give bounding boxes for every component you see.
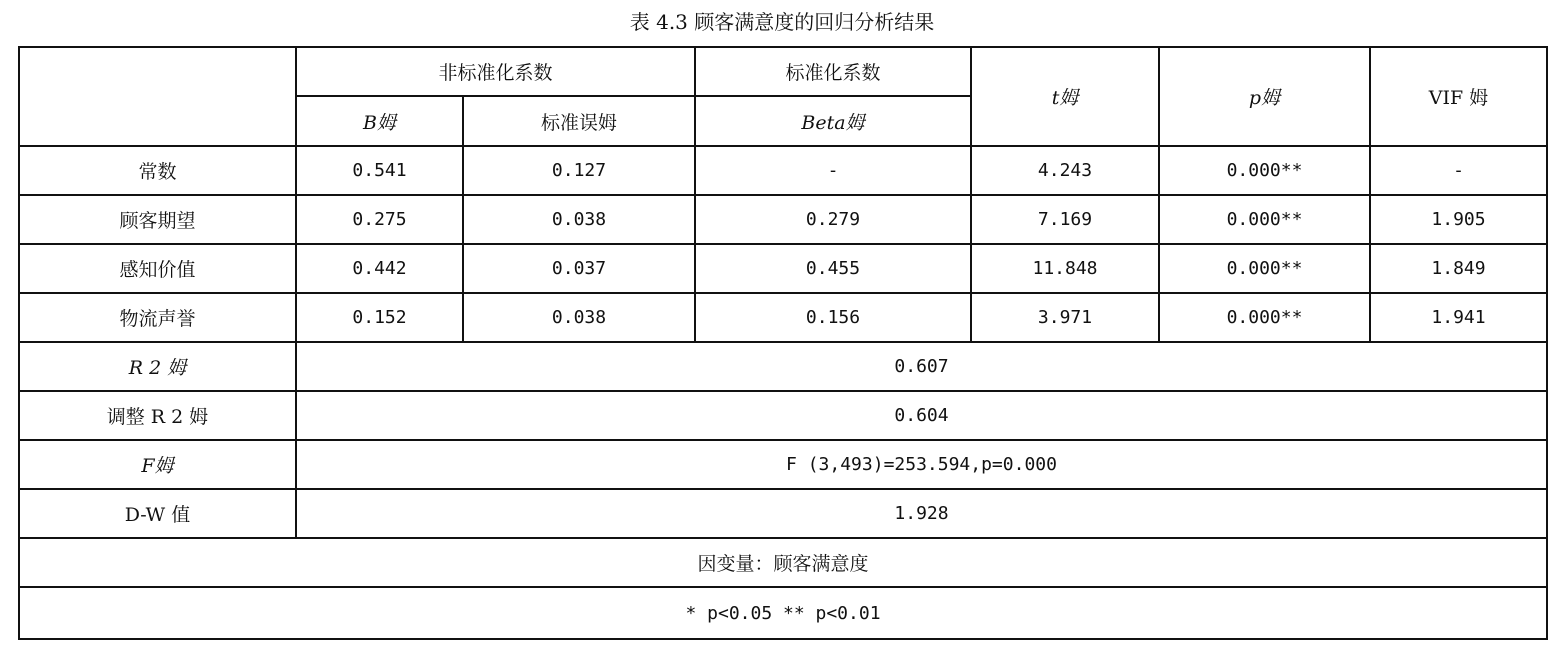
header-t: t姆 — [971, 47, 1159, 146]
row-name: 感知价值 — [19, 244, 296, 293]
summary-label: F姆 — [19, 440, 296, 489]
summary-row-r2 — [19, 342, 1547, 391]
footer-significance-row — [19, 587, 1547, 639]
footer-dependent-row — [19, 538, 1547, 587]
row-name: 顾客期望 — [19, 195, 296, 244]
cell-se: 0.038 — [463, 195, 695, 244]
regression-table — [18, 46, 1548, 640]
summary-value: 0.607 — [296, 342, 1547, 391]
summary-row-dw — [19, 489, 1547, 538]
header-row-1 — [19, 47, 1547, 96]
row-name: 常数 — [19, 146, 296, 195]
row-name: 物流声誉 — [19, 293, 296, 342]
cell-t: 3.971 — [971, 293, 1159, 342]
cell-p: 0.000** — [1159, 195, 1370, 244]
cell-t: 4.243 — [971, 146, 1159, 195]
table-row — [19, 195, 1547, 244]
cell-b: 0.275 — [296, 195, 463, 244]
summary-label: 调整 R 2 姆 — [19, 391, 296, 440]
header-beta: Beta姆 — [695, 96, 971, 146]
cell-beta: - — [695, 146, 971, 195]
cell-t: 7.169 — [971, 195, 1159, 244]
table-row — [19, 244, 1547, 293]
summary-row-f — [19, 440, 1547, 489]
cell-p: 0.000** — [1159, 293, 1370, 342]
summary-row-adj-r2 — [19, 391, 1547, 440]
summary-value: F (3,493)=253.594,p=0.000 — [296, 440, 1547, 489]
header-vif: VIF 姆 — [1370, 47, 1547, 146]
header-unstandardized: 非标准化系数 — [296, 47, 695, 96]
summary-label: D-W 值 — [19, 489, 296, 538]
cell-se: 0.038 — [463, 293, 695, 342]
cell-se: 0.127 — [463, 146, 695, 195]
cell-beta: 0.455 — [695, 244, 971, 293]
summary-value: 1.928 — [296, 489, 1547, 538]
cell-p: 0.000** — [1159, 146, 1370, 195]
header-corner-cell — [19, 47, 296, 146]
table-caption: 表 4.3 顾客满意度的回归分析结果 — [629, 10, 935, 34]
dependent-variable-note: 因变量：顾客满意度 — [19, 538, 1547, 587]
header-p: p姆 — [1159, 47, 1370, 146]
cell-beta: 0.156 — [695, 293, 971, 342]
cell-b: 0.442 — [296, 244, 463, 293]
cell-vif: 1.905 — [1370, 195, 1547, 244]
cell-p: 0.000** — [1159, 244, 1370, 293]
summary-label: R 2 姆 — [19, 342, 296, 391]
header-standardized: 标准化系数 — [695, 47, 971, 96]
table-row — [19, 293, 1547, 342]
summary-value: 0.604 — [296, 391, 1547, 440]
cell-b: 0.541 — [296, 146, 463, 195]
cell-vif: - — [1370, 146, 1547, 195]
cell-t: 11.848 — [971, 244, 1159, 293]
cell-beta: 0.279 — [695, 195, 971, 244]
table-row — [19, 146, 1547, 195]
cell-vif: 1.941 — [1370, 293, 1547, 342]
cell-vif: 1.849 — [1370, 244, 1547, 293]
header-b: B姆 — [296, 96, 463, 146]
significance-note: * p<0.05 ** p<0.01 — [19, 587, 1547, 639]
header-se: 标准误姆 — [463, 96, 695, 146]
cell-b: 0.152 — [296, 293, 463, 342]
cell-se: 0.037 — [463, 244, 695, 293]
